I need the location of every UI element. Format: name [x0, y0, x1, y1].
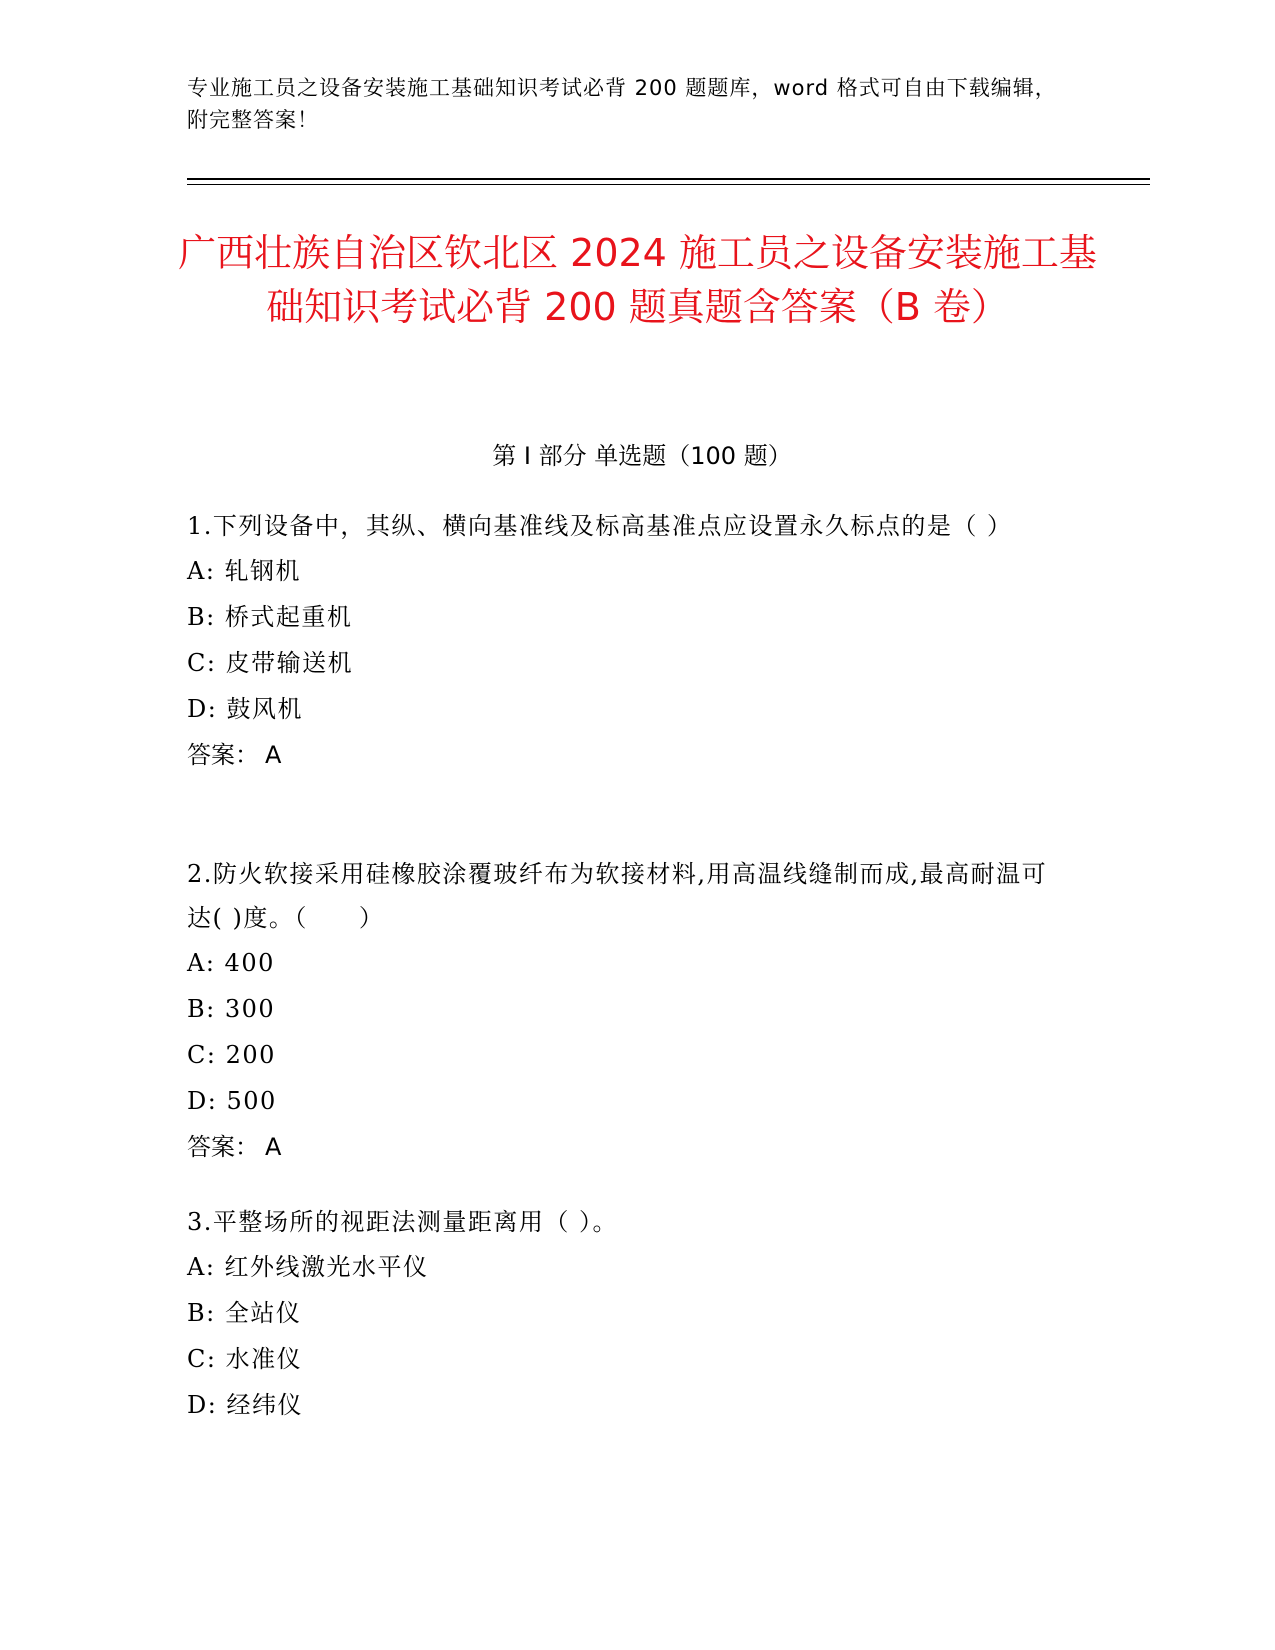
answer-value: A [265, 741, 282, 769]
question-3 [187, 1200, 1067, 1428]
answer-label: 答案： [187, 741, 259, 769]
option-c: C: 水准仪 [187, 1345, 303, 1373]
header-divider-thick [187, 178, 1150, 180]
option-b: B: 全站仪 [187, 1299, 302, 1327]
question-1 [187, 504, 1067, 778]
question-2 [187, 852, 1067, 1170]
option-d: D: 经纬仪 [187, 1391, 303, 1419]
answer-line [187, 732, 1067, 778]
question-stem: 1.下列设备中，其纵、横向基准线及标高基准点应设置永久标点的是（ ） [187, 512, 1013, 540]
option-d: D: 500 [187, 1087, 277, 1115]
option-c: C: 皮带输送机 [187, 649, 354, 677]
header-divider-thin [187, 184, 1150, 185]
option-c: C: 200 [187, 1041, 276, 1069]
answer-line [187, 1124, 1067, 1170]
option-a: A: 红外线激光水平仪 [187, 1253, 429, 1281]
question-stem: 2.防火软接采用硅橡胶涂覆玻纤布为软接材料,用高温线缝制而成,最高耐温可达( )度。（ ） [187, 860, 1048, 932]
section-heading: 第 I 部分 单选题（100 题） [492, 442, 792, 470]
document-title: 广西壮族自治区钦北区 2024 施工员之设备安装施工基础知识考试必背 200 题真题含答案（B 卷） [178, 231, 1097, 329]
answer-value: A [265, 1133, 282, 1161]
header-note: 专业施工员之设备安装施工基础知识考试必背 200 题题库，word 格式可自由下载编辑，附完整答案！ [187, 76, 1057, 132]
option-d: D: 鼓风机 [187, 695, 303, 723]
option-a: A: 轧钢机 [187, 557, 302, 585]
option-a: A: 400 [187, 949, 275, 977]
option-b: B: 300 [187, 995, 276, 1023]
option-b: B: 桥式起重机 [187, 603, 353, 631]
answer-label: 答案： [187, 1133, 259, 1161]
question-stem: 3.平整场所的视距法测量距离用（ ）。 [187, 1208, 619, 1236]
